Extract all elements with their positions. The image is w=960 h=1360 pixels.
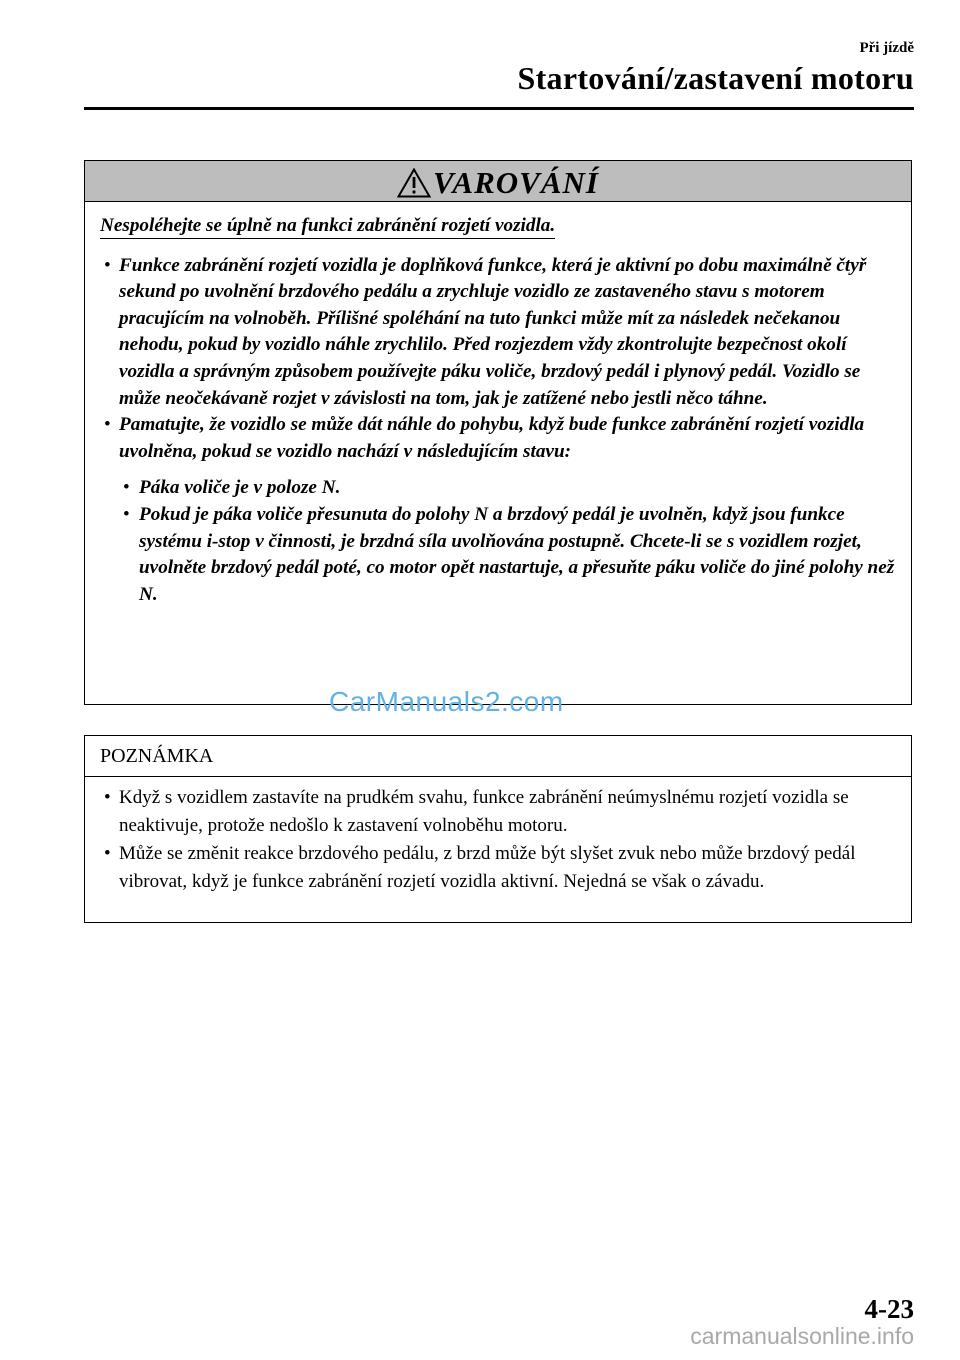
bullet: • <box>104 843 111 864</box>
warning-header <box>85 161 911 202</box>
bullet: • <box>123 503 130 525</box>
note-body <box>85 777 911 896</box>
page-title: Startování/zastavení motoru <box>517 60 914 96</box>
note-box <box>84 735 912 923</box>
warning-box <box>84 160 912 705</box>
warning-item-text: Funkce zabránění rozjetí vozidla je doplňková funkce, která je aktivní po dobu maximálně čtyř sekund po uvolnění brzdového pedálu a zrychluje vozidlo ze zastaveného stavu s motorem pracujícím na volnoběh. Přílišné spoléhání na tuto funkci může mít za následek nečekanou nehodu, pokud by vozidlo náhle zrychlilo. Před rozjezdem vždy zkontrolujte bezpečnost okolí vozidla a správným způsobem používejte páku voliče, brzdový pedál i plynový pedál. Vozidlo se může neočekávaně rozjet v závislosti na tom, jak je zatížené nebo jestli něco táhne. <box>119 254 867 409</box>
footer-site-link[interactable]: carmanualsonline.info <box>690 1323 914 1349</box>
warning-list <box>100 253 897 609</box>
watermark: CarManuals2.com <box>329 686 564 717</box>
warning-item-text: Pamatujte, že vozidlo se může dát náhle do pohybu, když bude funkce zabránění rozjetí vozidla uvolněna, pokud se vozidlo nachází v následujícím stavu: <box>119 414 865 462</box>
bullet: • <box>104 787 111 808</box>
warning-lead: Nespoléhejte se úplně na funkci zabránění rozjetí vozidla. <box>100 215 555 239</box>
warning-body <box>85 202 911 608</box>
list-item <box>100 412 897 608</box>
bullet: • <box>123 477 130 499</box>
warning-sublist <box>119 475 897 608</box>
warning-subitem-text: Páka voliče je v poloze N. <box>139 477 341 499</box>
list-item <box>100 840 897 896</box>
warning-triangle-icon <box>397 168 431 198</box>
note-title: POZNÁMKA <box>85 736 911 777</box>
section-label: Při jízdě <box>859 40 914 56</box>
warning-subitem-text: Pokud je páka voliče přesunuta do polohy N a brzdový pedál je uvolněn, když jsou funkce systému i-stop v činnosti, je brzdná síla uvolňována postupně. Chcete-li se s vozidlem rozjet, uvolněte brzdový pedál poté, co motor opět nastartuje, a přesuňte páku voliče do jiné polohy než N. <box>139 503 895 605</box>
page-number: 4-23 <box>864 1294 914 1324</box>
note-item-text: Může se změnit reakce brzdového pedálu, z brzd může být slyšet zvuk nebo může brzdový pedál vibrovat, když je funkce zabránění rozjetí vozidla aktivní. Nejedná se však o závadu. <box>119 843 856 892</box>
header-rule <box>84 107 914 110</box>
list-item <box>119 475 897 502</box>
bullet: • <box>104 254 111 276</box>
warning-title: VAROVÁNÍ <box>433 165 599 200</box>
list-item <box>119 502 897 608</box>
bullet: • <box>104 414 111 436</box>
list-item <box>100 784 897 840</box>
note-item-text: Když s vozidlem zastavíte na prudkém svahu, funkce zabránění neúmyslnému rozjetí vozidla se neaktivuje, protože nedošlo k zastavení volnoběhu motoru. <box>119 787 849 836</box>
list-item <box>100 253 897 413</box>
note-list <box>100 784 897 896</box>
